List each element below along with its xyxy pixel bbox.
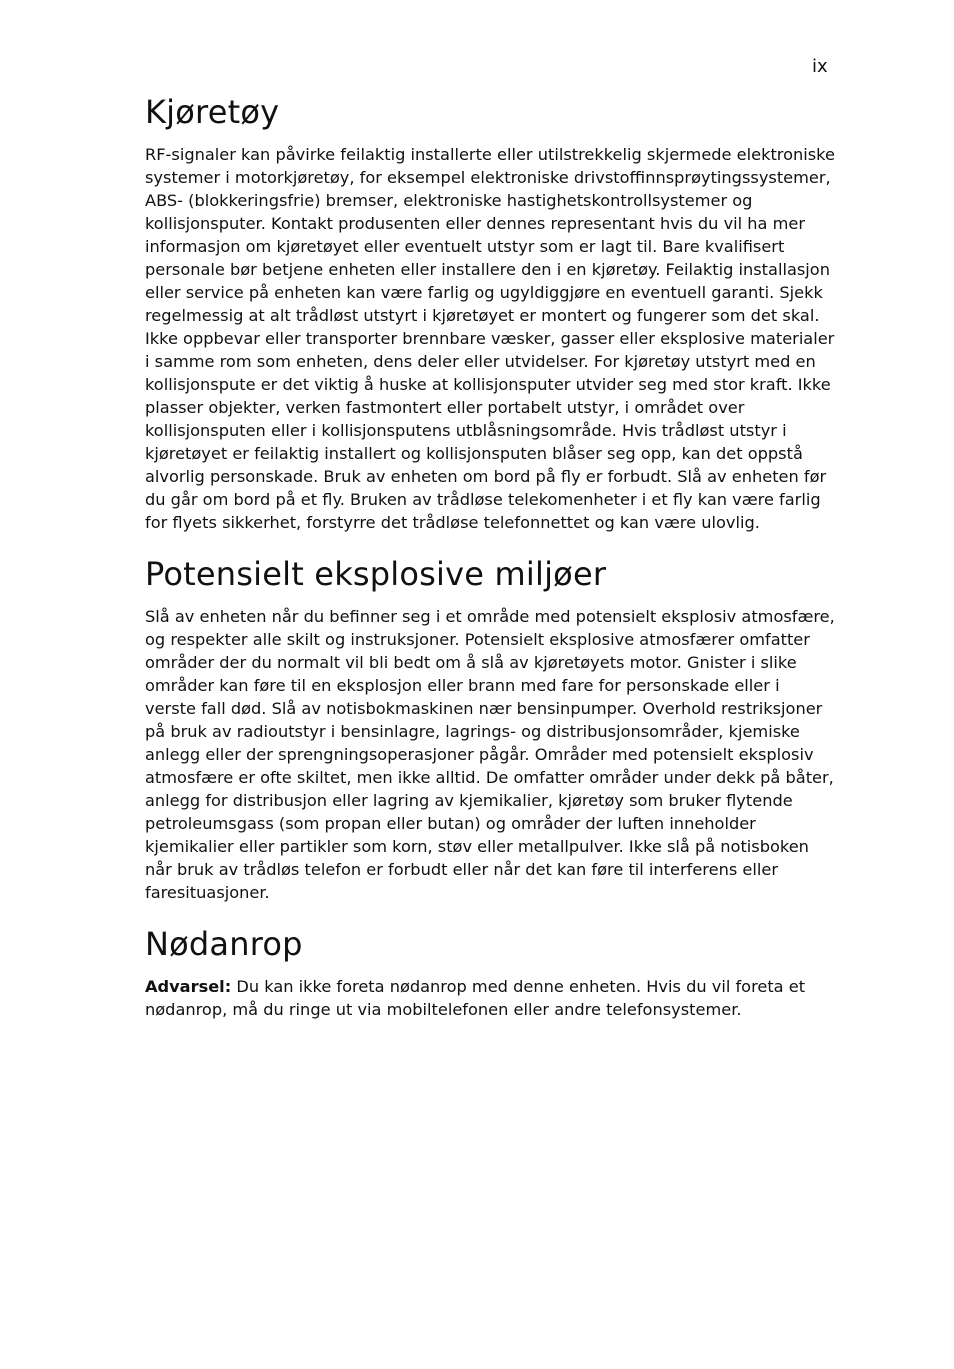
page-number: ix <box>812 56 828 77</box>
document-body <box>145 92 835 1041</box>
section-paragraph: Slå av enheten når du befinner seg i et område med potensielt eksplosiv atmosfære, og respekter alle skilt og instruksjoner. Potensielt eksplosive atmosfærer omfatter områder der du normalt vil bli bedt om å slå av kjøretøyets motor. Gnister i slike områder kan føre til en eksplosjon eller brann med fare for personskade eller i verste fall død. Slå av notisbokmaskinen nær bensinpumper. Overhold restriksjoner på bruk av radioutstyr i bensinlagre, lagrings- og distribusjonsområder, kjemiske anlegg eller der sprengningsoperasjoner pågår. Områder med potensielt eksplosiv atmosfære er ofte skiltet, men ikke alltid. De omfatter områder under dekk på båter, anlegg for distribusjon eller lagring av kjemikalier, kjøretøy som bruker flytende petroleumsgass (som propan eller butan) og områder der luften inneholder kjemikalier eller partikler som korn, støv eller metallpulver. Ikke slå på notisboken når bruk av trådløs telefon er forbudt eller når det kan føre til interferens eller faresituasjoner. <box>145 607 835 902</box>
section-kjoretoy <box>145 92 835 534</box>
warning-label: Advarsel: <box>145 977 232 996</box>
section-paragraph: RF-signaler kan påvirke feilaktig installerte eller utilstrekkelig skjermede elektroniske systemer i motorkjøretøy, for eksempel elektroniske drivstoffinnsprøytingssystemer, ABS- (blokkeringsfrie) bremser, elektroniske hastighetskontrollsystemer og kollisjonsputer. Kontakt produsenten eller dennes representant hvis du vil ha mer informasjon om kjøretøyet eller eventuelt utstyr som er lagt til. Bare kvalifisert personale bør betjene enheten eller installere den i en kjøretøy. Feilaktig installasjon eller service på enheten kan være farlig og ugyldiggjøre en eventuell garanti. Sjekk regelmessig at alt trådløst utstyrt i kjøretøyet er montert og fungerer som det skal. Ikke oppbevar eller transporter brennbare væsker, gasser eller eksplosive materialer i samme rom som enheten, dens deler eller utvidelser. For kjøretøy utstyrt med en kollisjonspute er det viktig å huske at kollisjonsputer utvider seg med stor kraft. Ikke plasser objekter, verken fastmontert eller portabelt utstyr, i området over kollisjonsputen eller i kollisjonsputens utblåsningsområde. Hvis trådløst utstyr i kjøretøyet er feilaktig installert og kollisjonsputen blåser seg opp, kan det oppstå alvorlig personskade. Bruk av enheten om bord på fly er forbudt. Slå av enheten før du går om bord på et fly. Bruken av trådløse telekomenheter i et fly kan være farlig for flyets sikkerhet, forstyrre det trådløse telefonnettet og kan være ulovlig. <box>145 145 835 532</box>
section-potensielt-eksplosive-miljoer <box>145 554 835 904</box>
section-nodanrop <box>145 924 835 1021</box>
section-heading: Kjøretøy <box>145 93 280 131</box>
section-heading: Potensielt eksplosive miljøer <box>145 555 607 593</box>
warning-text: Du kan ikke foreta nødanrop med denne enheten. Hvis du vil foreta et nødanrop, må du ringe ut via mobiltelefonen eller andre telefonsystemer. <box>145 977 806 1019</box>
section-heading: Nødanrop <box>145 925 303 963</box>
section-paragraph <box>145 975 835 1021</box>
